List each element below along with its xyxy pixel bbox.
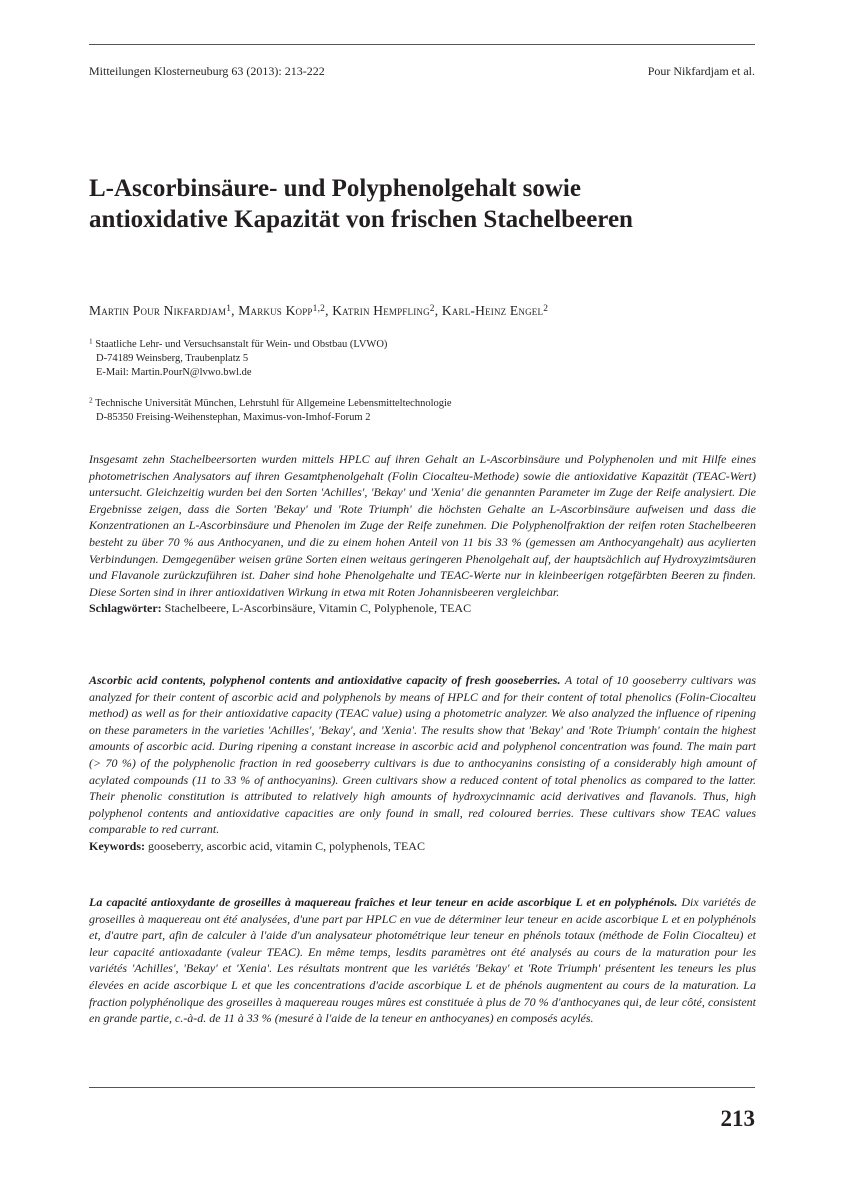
header-rule (89, 44, 755, 45)
affiliation-text: Staatliche Lehr- und Versuchsanstalt für Wein- und Obstbau (LVWO) (95, 339, 388, 350)
author-name: Katrin Hempfling (332, 303, 430, 318)
keywords-german-label: Schlagwörter: (89, 601, 162, 616)
author-separator: , (325, 303, 333, 318)
author-affiliation-mark: 2 (543, 303, 549, 314)
abstract-english-text: A total of 10 gooseberry cultivars was analyzed for their content of ascorbic acid and polyphenols by means of HPLC and for their content of total phenolics (Folin-Ciocalteu method) as well as for their antioxidative capacity (TEAC value) using a photometric analyzer. We also analyzed the influence of ripening on these parameters in the varieties 'Achilles', 'Bekay', and 'Xenia'. The results show that 'Bekay' and 'Rote Triumph' contain the highest amounts of ascorbic acid. During ripening a constant increase in ascorbic acid and polyphenol concentration was found. The main part (> 70 %) of the polyphenolic fraction in red gooseberry cultivars is due to anthocyanins consisting of a considerably high amount of acylated compounds (11 to 33 % of anthocyanins). Green cultivars show a reduced content of total phenolics as compared to the latter. Their phenolic constitution is attributed to relatively high amounts of hydroxycinnamic acid derivatives and flavanols. Thus, high polyphenol contents and antioxidative capacities are only found in small, red coloured berries. These cultivars show TEAC values comparable to red currant. (89, 673, 757, 837)
title-line-1: L-Ascorbinsäure- und Polyphenolgehalt sowie (89, 175, 581, 202)
affiliation-email: E-Mail: Martin.PourN@lvwo.bwl.de (96, 367, 252, 378)
affiliation-line (89, 397, 452, 411)
author-separator: , (434, 303, 442, 318)
abstract-french-title: La capacité antioxydante de groseilles à maquereau fraîches et leur teneur en acide ascorbique L et en polyphénols. (89, 895, 678, 909)
affiliation-line: D-74189 Weinsberg, Traubenplatz 5 (96, 353, 249, 364)
author-name: Markus Kopp (238, 303, 313, 318)
keywords-english-list: gooseberry, ascorbic acid, vitamin C, polyphenols, TEAC (148, 838, 425, 853)
affiliation-2 (89, 397, 452, 425)
article-title (89, 173, 789, 235)
author-affiliation-mark: 2 (429, 303, 435, 314)
abstract-german (89, 451, 756, 617)
footer-rule (89, 1087, 755, 1088)
author-list (89, 303, 769, 319)
abstract-french-text: Dix variétés de groseilles à maquereau ont été analysées, d'une part par HPLC en vue de déterminer leur teneur en acide ascorbique L et en polyphénols et, d'autre part, afin de calculer à l'aide d'un analysateur photométrique leur teneur en phénols totaux (méthode de Folin Ciocalteu) et leur capacité antioxadante (valeur TEAC). En même temps, lesdits paramètres ont été analysés au cours de la maturation pour les variétés 'Achilles', 'Bekay' et 'Xenia'. Les résultats montrent que les variétés 'Bekay' et 'Rote Triumph' présentent les teneurs les plus élevées en acide ascorbique L et que les concentrations d'acide ascorbique L et de phénols augmentent au cours de la maturation. La fraction polyphénolique des groseilles à maquereau rouges mûres est constituée à plus de 70 % d'anthocyanes qui, de leur côté, consistent en grande partie, c.-à-d. de 11 à 33 % (mesuré à l'aide de la teneur en anthocyanes) en composés acylés. (89, 895, 756, 1026)
journal-citation: Mitteilungen Klosterneuburg 63 (2013): 213-222 (89, 64, 325, 78)
author-name: Karl-Heinz Engel (441, 303, 544, 318)
keywords-german (89, 600, 756, 617)
author-separator: , (231, 303, 239, 318)
keywords-english (89, 838, 756, 855)
page-number: 213 (720, 1106, 755, 1131)
author-affiliation-mark: 1 (226, 303, 232, 314)
running-authors: Pour Nikfardjam et al. (647, 64, 755, 78)
affiliation-1 (89, 338, 387, 380)
keywords-german-list: Stachelbeere, L-Ascorbinsäure, Vitamin C, Polyphenole, TEAC (164, 601, 472, 616)
abstract-german-text: Insgesamt zehn Stachelbeersorten wurden mittels HPLC auf ihren Gehalt an L-Ascorbinsäure und Polyphenolen und mit Hilfe eines photometrischen Analysators auf ihren Gesamtphenolgehalt (Folin Ciocalteu-Methode) sowie die antioxidative Kapazität (TEAC-Wert) untersucht. Gleichzeitig wurden bei den Sorten 'Achilles', 'Bekay' und 'Xenia' die genannten Parameter im Zuge der Reife analysiert. Die Ergebnisse zeigen, dass die Sorten 'Bekay' und 'Rote Triumph' die höchsten Gehalte an L-Ascorbinsäure aufweisen und dass die Konzentrationen an L-Ascorbinsäure und Phenolen im Zuge der Reife zunehmen. Die Polyphenolfraktion der reifen roten Stachelbeeren besteht zu über 70 % aus Anthocyanen, und die zu einem hohen Anteil von 11 bis 33 % (gemessen am Anthocyangehalt) aus acylierten Verbindungen. Demgegenüber weisen grüne Sorten einen weitaus geringeren Phenolgehalt auf, der hauptsächlich auf Hydroxyzimtsäuren und Flavanole zurückzuführen ist. Daher sind hohe Phenolgehalte und TEAC-Werte nur in kleinbeerigen rotgefärbten Beeren zu finden. Diese Sorten sind in ihrer antioxidativen Wirkung in etwa mit Roten Johannisbeeren vergleichbar. (89, 452, 756, 599)
affiliation-number: 1 (89, 336, 93, 346)
abstract-english (89, 672, 756, 855)
affiliation-line: D-85350 Freising-Weihenstephan, Maximus-von-Imhof-Forum 2 (96, 412, 371, 423)
abstract-french (89, 894, 756, 1027)
affiliation-line (89, 338, 387, 352)
affiliation-number: 2 (89, 395, 93, 405)
author-affiliation-mark: 1,2 (312, 303, 326, 314)
title-line-2: antioxidative Kapazität von frischen Stachelbeeren (89, 206, 633, 233)
keywords-english-label: Keywords: (89, 838, 145, 853)
abstract-english-title: Ascorbic acid contents, polyphenol contents and antioxidative capacity of fresh gooseberries. (89, 673, 561, 687)
author-name: Martin Pour Nikfardjam (89, 303, 227, 318)
affiliation-text: Technische Universität München, Lehrstuhl für Allgemeine Lebensmitteltechnologie (95, 398, 452, 409)
